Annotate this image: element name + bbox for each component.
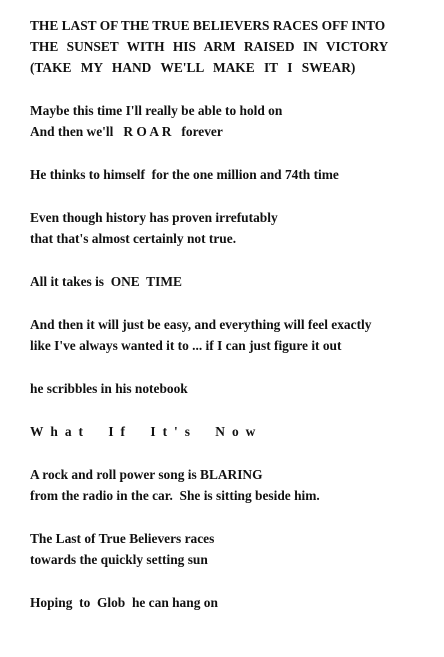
stanza-line: What If It's Now	[30, 424, 263, 439]
poem-page	[30, 15, 430, 613]
heading-line: (TAKE MY HAND WE'LL MAKE IT I SWEAR)	[30, 60, 356, 75]
heading-line: THE SUNSET WITH HIS ARM RAISED IN VICTORY	[30, 39, 389, 54]
stanza-line: from the radio in the car. She is sitting beside him.	[30, 488, 320, 503]
stanza-gap	[30, 292, 430, 314]
poem-heading	[30, 15, 430, 78]
stanza-line: like I've always wanted it to ... if I can just figure it out	[30, 338, 342, 353]
stanza-line: Even though history has proven irrefutably	[30, 210, 278, 225]
stanza-line: Maybe this time I'll really be able to hold on	[30, 103, 283, 118]
stanza-line: Hoping to Glob he can hang on	[30, 595, 218, 610]
stanza-line: he scribbles in his notebook	[30, 381, 188, 396]
stanza-gap	[30, 249, 430, 271]
stanza	[30, 421, 430, 442]
stanza	[30, 378, 430, 399]
stanza	[30, 464, 430, 506]
stanza-gap	[30, 442, 430, 464]
stanza-line: towards the quickly setting sun	[30, 552, 208, 567]
stanza	[30, 592, 430, 613]
stanza	[30, 164, 430, 185]
stanza-gap	[30, 185, 430, 207]
heading-line: THE LAST OF THE TRUE BELIEVERS RACES OFF INTO	[30, 18, 386, 33]
stanza-gap	[30, 356, 430, 378]
stanza-line: that that's almost certainly not true.	[30, 231, 237, 246]
stanza-line: He thinks to himself for the one million and 74th time	[30, 167, 339, 182]
stanza-line: The Last of True Believers races	[30, 531, 215, 546]
stanza	[30, 271, 430, 292]
stanza-gap	[30, 399, 430, 421]
stanza-gap	[30, 506, 430, 528]
stanza	[30, 100, 430, 142]
stanza-gap	[30, 142, 430, 164]
stanza-line: All it takes is ONE TIME	[30, 274, 182, 289]
stanza	[30, 528, 430, 570]
stanza-line: And then we'll R O A R forever	[30, 124, 223, 139]
stanza-line: And then it will just be easy, and everything will feel exactly	[30, 317, 372, 332]
stanza-line: A rock and roll power song is BLARING	[30, 467, 263, 482]
stanza-gap	[30, 570, 430, 592]
stanza-gap	[30, 78, 430, 100]
stanza	[30, 314, 430, 356]
stanza	[30, 207, 430, 249]
